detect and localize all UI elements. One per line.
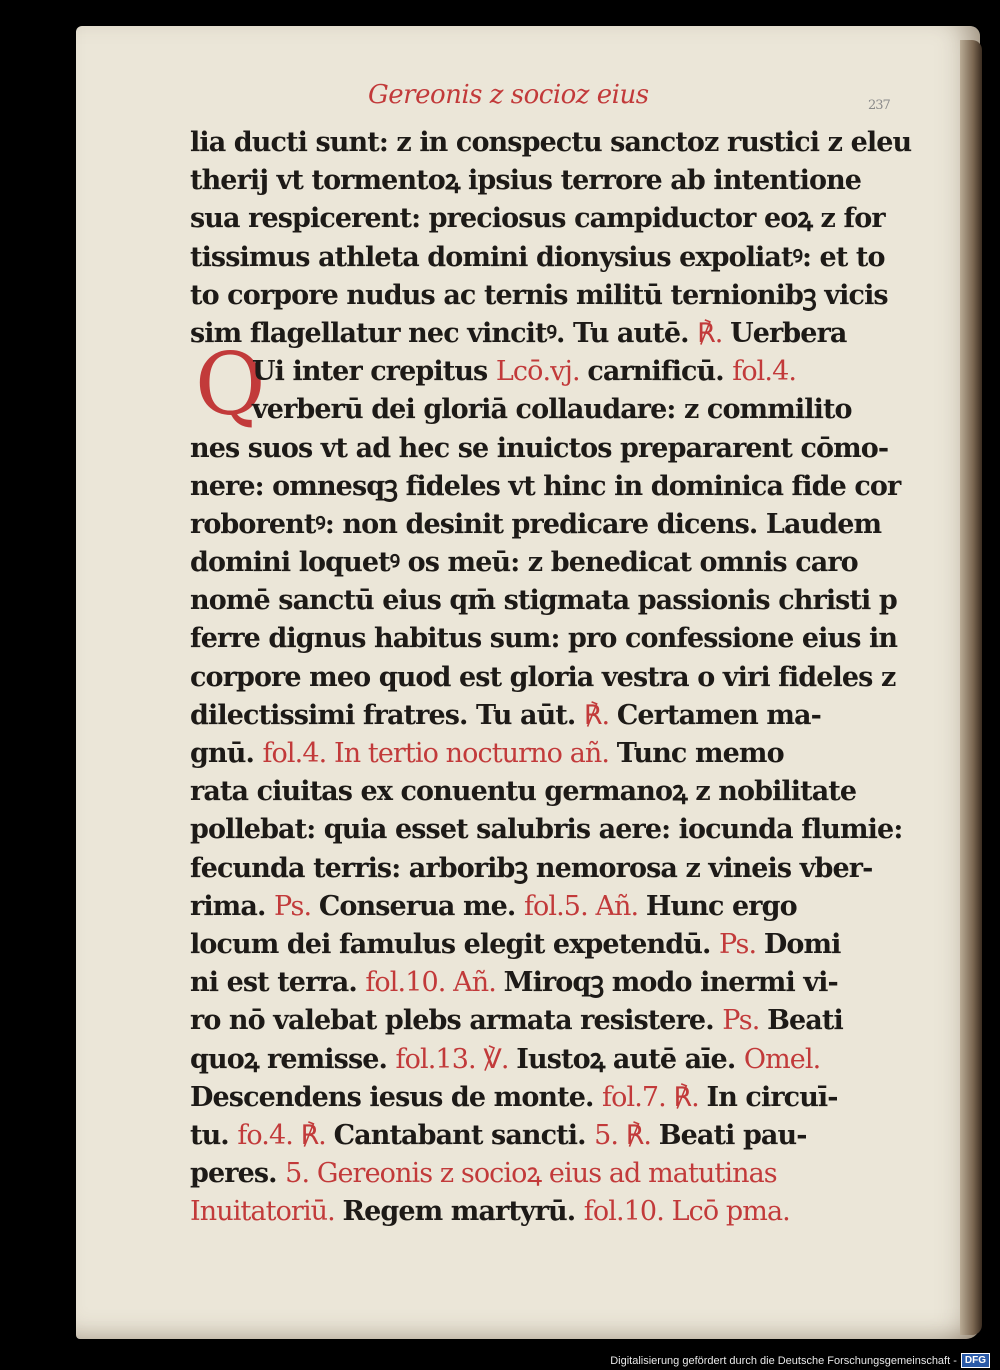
body-text: Beati pau- [658, 1119, 807, 1151]
body-text: nere: omnesqꝫ fideles vt hinc in dominica fide cor [190, 470, 901, 502]
rubric-text: ℟. [697, 317, 731, 349]
page-edge [960, 40, 982, 1335]
rubric-text: fol.10. Añ. [365, 967, 504, 999]
dfg-logo: DFG [961, 1353, 990, 1368]
text-line [190, 1002, 920, 1040]
rubric-text: fol.4. In tertio nocturno añ. [262, 738, 617, 769]
text-line [190, 506, 920, 544]
text-line [190, 888, 920, 926]
text-line [190, 811, 920, 849]
body-text: Certamen ma- [616, 699, 821, 731]
body-text: therij vt tormentoꝝ ipsius terrore ab intentione [190, 165, 862, 197]
body-text: verberū dei gloriā collaudare: z commilito [252, 394, 852, 426]
rubric-text: fol.13. ℣. [395, 1043, 517, 1075]
body-text: Uerbera [730, 317, 847, 349]
rubric-text: ℟. [583, 699, 617, 731]
text-line [190, 200, 920, 238]
initial-letter: Q [195, 335, 266, 435]
text-line [190, 850, 920, 888]
body-text: Regem martyrū. [342, 1196, 584, 1228]
text-line [190, 773, 920, 811]
text-block [190, 124, 920, 1231]
text-line [190, 544, 920, 582]
body-text: Hunc ergo [645, 890, 797, 922]
text-line [190, 1155, 920, 1193]
body-text: Ui inter crepitus [252, 356, 496, 388]
text-line [190, 1079, 920, 1117]
body-text: gnū. [190, 738, 263, 769]
text-line [190, 391, 920, 429]
body-text: domini loquetꝰ os meū: z benedicat omnis caro [190, 547, 858, 579]
text-line [190, 315, 920, 353]
rubric-text: 5. Gereonis z socioꝝ eius ad matutinas [285, 1158, 777, 1190]
body-text: rata ciuitas ex conuentu germanoꝝ z nobilitate [190, 776, 857, 808]
body-text: peres. [190, 1158, 286, 1190]
body-text: Iustoꝝ autē aīe. [516, 1043, 744, 1075]
text-line [190, 1117, 920, 1155]
body-text: nes suos vt ad hec se inuictos prepararent cōmo- [190, 432, 889, 464]
text-line [190, 277, 920, 315]
body-text: tu. [190, 1119, 238, 1151]
body-text: ro nō valebat plebs armata resistere. [190, 1005, 723, 1037]
body-text: ferre dignus habitus sum: pro confessione eius in [190, 623, 898, 655]
text-line [190, 582, 920, 620]
rubric-text: Inuitatoriū. [190, 1196, 343, 1228]
text-line [190, 430, 920, 468]
body-text: quoꝝ remisse. [190, 1043, 396, 1075]
rubric-text: 5. ℟. [594, 1119, 659, 1151]
text-line [190, 620, 920, 658]
body-text: Beati [767, 1005, 843, 1037]
footer-text: Digitalisierung gefördert durch die Deutsche Forschungsgemeinschaft - [610, 1354, 957, 1367]
text-line [190, 697, 920, 735]
text-line [190, 1193, 920, 1231]
running-head: Gereonis z socioz eius [368, 80, 649, 110]
rubric-text: Omel. [743, 1043, 821, 1075]
body-text: dilectissimi fratres. Tu aūt. [190, 699, 584, 731]
body-text: carnificū. [587, 356, 733, 388]
body-text: In circuī- [706, 1081, 838, 1113]
text-line [190, 735, 920, 773]
body-text: lia ducti sunt: z in conspectu sanctoz rustici z eleu [190, 127, 912, 158]
rubric-text: fol.10. Lcō pma. [583, 1196, 790, 1228]
rubric-text: Ps. [718, 928, 764, 960]
text-line [190, 659, 920, 697]
body-text: sim flagellatur nec vincitꝰ. Tu autē. [190, 317, 698, 349]
body-text: Cantabant sancti. [333, 1119, 595, 1151]
body-text: nomē sanctū eius qm̄ stigmata passionis christi p [190, 585, 897, 617]
body-text: Descendens iesus de monte. [190, 1081, 603, 1113]
body-text: locum dei famulus elegit expetendū. [190, 928, 719, 960]
text-line [190, 124, 920, 162]
rubric-text: Ps. [273, 890, 319, 922]
text-line [190, 964, 920, 1002]
text-line [190, 1041, 920, 1079]
body-text: sua respicerent: preciosus campiductor eoꝝ z for [190, 203, 885, 235]
body-text: fecunda terris: arboribꝫ nemorosa z vineis vber- [190, 852, 873, 884]
text-line [190, 468, 920, 506]
body-text: rima. [190, 890, 274, 922]
footer [610, 1353, 990, 1368]
text-line [190, 926, 920, 964]
rubric-text: fol.7. ℟. [602, 1081, 707, 1113]
body-text: pollebat: quia esset salubris aere: iocunda flumie: [190, 814, 903, 846]
text-line [190, 353, 920, 391]
text-line [190, 162, 920, 200]
rubric-text: fol.4. [732, 356, 797, 388]
body-text: roborentꝰ: non desinit predicare dicens. Laudem [190, 508, 882, 540]
body-text: to corpore nudus ac ternis militū ternionibꝫ vicis [190, 279, 888, 311]
body-text: corpore meo quod est gloria vestra o viri fideles z [190, 661, 896, 693]
body-text: Domi [763, 928, 841, 960]
rubric-text: Lcō.vj. [495, 356, 588, 388]
rubric-text: fol.5. Añ. [523, 890, 646, 922]
text-line [190, 239, 920, 277]
body-text: tissimus athleta domini dionysius expoliatꝰ: et to [190, 241, 885, 273]
rubric-text: fo.4. ℟. [237, 1119, 334, 1151]
rubric-text: Ps. [722, 1005, 768, 1037]
body-text: Miroqꝫ modo inermi vi- [503, 967, 838, 999]
body-text: Conserua me. [318, 890, 524, 922]
body-text: Tunc memo [616, 738, 784, 769]
body-text: ni est terra. [190, 967, 366, 999]
folio-number: 237 [868, 98, 890, 113]
